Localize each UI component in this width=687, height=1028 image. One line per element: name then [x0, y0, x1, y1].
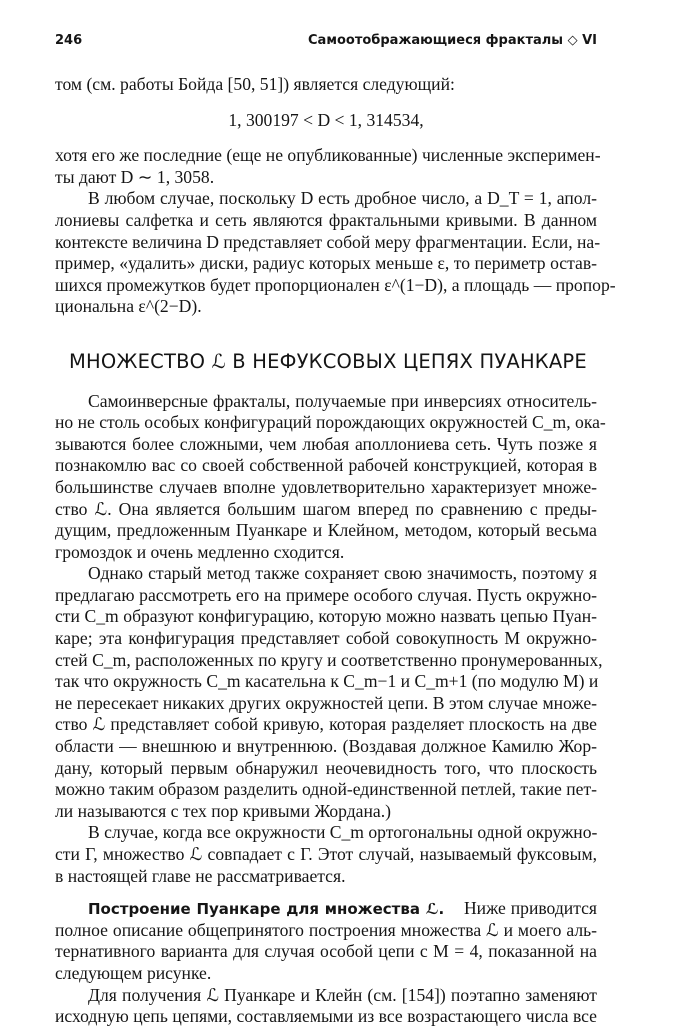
text-line — [55, 898, 597, 920]
text-line: том (см. работы Бойда [50, 51]) является следующий: — [55, 74, 455, 94]
text-line: ство ℒ. Она является большим шагом вперед по сравнению с преды- — [55, 498, 597, 519]
paragraph-construction — [55, 898, 597, 984]
text-line: дану, который первым обнаружил неочевидность того, что плоскость — [55, 757, 597, 778]
paragraph-fuchsian — [55, 822, 597, 887]
section-heading: МНОЖЕСТВО ℒ В НЕФУКСОВЫХ ЦЕПЯХ ПУАНКАРЕ — [69, 349, 587, 373]
text-line: предлагаю рассмотреть его на примере особого случая. Пусть окружно- — [55, 584, 597, 605]
text-line: познакомлю вас со своей собственной рабочей конструкцией, которая в — [55, 455, 597, 476]
text-line: дущим, предложенным Пуанкаре и Клейном, методом, который весьма — [55, 520, 597, 541]
text-line: зываются более сложными, чем любая аполлониева сеть. Чуть позже я — [55, 433, 597, 454]
subsection-heading: Построение Пуанкаре для множества ℒ. — [88, 900, 445, 919]
text-line: ли называются с тех пор кривыми Жордана.) — [55, 800, 391, 821]
text-line: но не столь особых конфигураций порождающих окружностей C_m, ока- — [55, 412, 606, 433]
text-line: ство ℒ представляет собой кривую, которая разделяет плоскость на две — [55, 714, 597, 735]
text-line: шихся промежутков будет пропорционален ε^(1−D), а площадь — пропор- — [55, 274, 616, 295]
text-line: тернативного варианта для случая особой цепи с M = 4, показанной на — [55, 941, 597, 962]
text-line: можно таким образом разделить одной-единственной петлей, такие пет- — [55, 779, 597, 800]
text-line: исходную цепь цепями, составляемыми из все возрастающего числа все — [55, 1006, 597, 1027]
text-line: циональна ε^(2−D). — [55, 296, 202, 317]
text-line: Самоинверсные фракталы, получаемые при инверсиях относитель- — [88, 390, 597, 411]
text-line: каре; эта конфигурация представляет собой совокупность M окружно- — [55, 628, 597, 649]
text-line: сти Γ, множество ℒ совпадает с Γ. Этот случай, называемый фуксовым, — [55, 844, 597, 864]
text-line: сти C_m образуют конфигурацию, которую можно назвать цепью Пуан- — [55, 606, 597, 627]
running-title: Самоотображающиеся фракталы ◇ VI — [308, 33, 597, 48]
dimension-formula: 1, 300197 < D < 1, 314534, — [228, 109, 424, 130]
paragraph-fractal-dimension — [55, 188, 616, 318]
paragraph-old-method — [55, 563, 603, 822]
text-line: Однако старый метод также сохраняет свою значимость, поэтому я — [88, 563, 597, 584]
text-line: так что окружность C_m касательна к C_m−1 и C_m+1 (по модулю M) и — [55, 671, 599, 692]
text-line: В случае, когда все окружности C_m ортогональны одной окружно- — [88, 822, 598, 843]
text-line: области — внешнюю и внутреннюю. (Воздавая должное Камилю Жор- — [55, 736, 597, 757]
page-body — [55, 74, 616, 1028]
text-line: стей C_m, расположенных по кругу и соответственно пронумерованных, — [55, 649, 603, 670]
text-line: хотя его же последние (еще не опубликованные) численные эксперимен- — [55, 145, 601, 166]
text-line: Для получения ℒ Пуанкаре и Клейн (см. [154]) поэтапно заменяют — [88, 984, 597, 1005]
page-number: 246 — [55, 33, 83, 48]
text-line: в настоящей главе не рассматривается. — [55, 865, 346, 886]
text-line: полное описание общепринятого построения множества ℒ и моего аль- — [55, 919, 597, 940]
text-line: контексте величина D представляет собой меру фрагментации. Если, на- — [55, 231, 601, 252]
text-line: большинстве случаев вполне удовлетворительно характеризует множе- — [55, 476, 597, 497]
paragraph-self-inverse — [55, 390, 606, 564]
intro-paragraph — [55, 74, 601, 188]
text-line: ты дают D ∼ 1, 3058. — [55, 166, 215, 187]
page-header — [55, 30, 597, 52]
text-line: громоздок и очень медленно сходится. — [55, 541, 345, 562]
paragraph-poincare-klein — [55, 985, 597, 1028]
text-fragment: Ниже приводится — [463, 898, 598, 919]
text-line: пример, «удалить» диски, радиус которых меньше ε, то периметр остав- — [55, 253, 597, 274]
text-line: следующем рисунке. — [55, 962, 212, 983]
text-line: В любом случае, поскольку D есть дробное число, а D_T = 1, апол- — [88, 188, 597, 209]
text-line: лониевы салфетка и сеть являются фрактальными кривыми. В данном — [55, 209, 597, 230]
text-line: не пересекает никаких других окружностей цепи. В этом случае множе- — [55, 692, 597, 713]
